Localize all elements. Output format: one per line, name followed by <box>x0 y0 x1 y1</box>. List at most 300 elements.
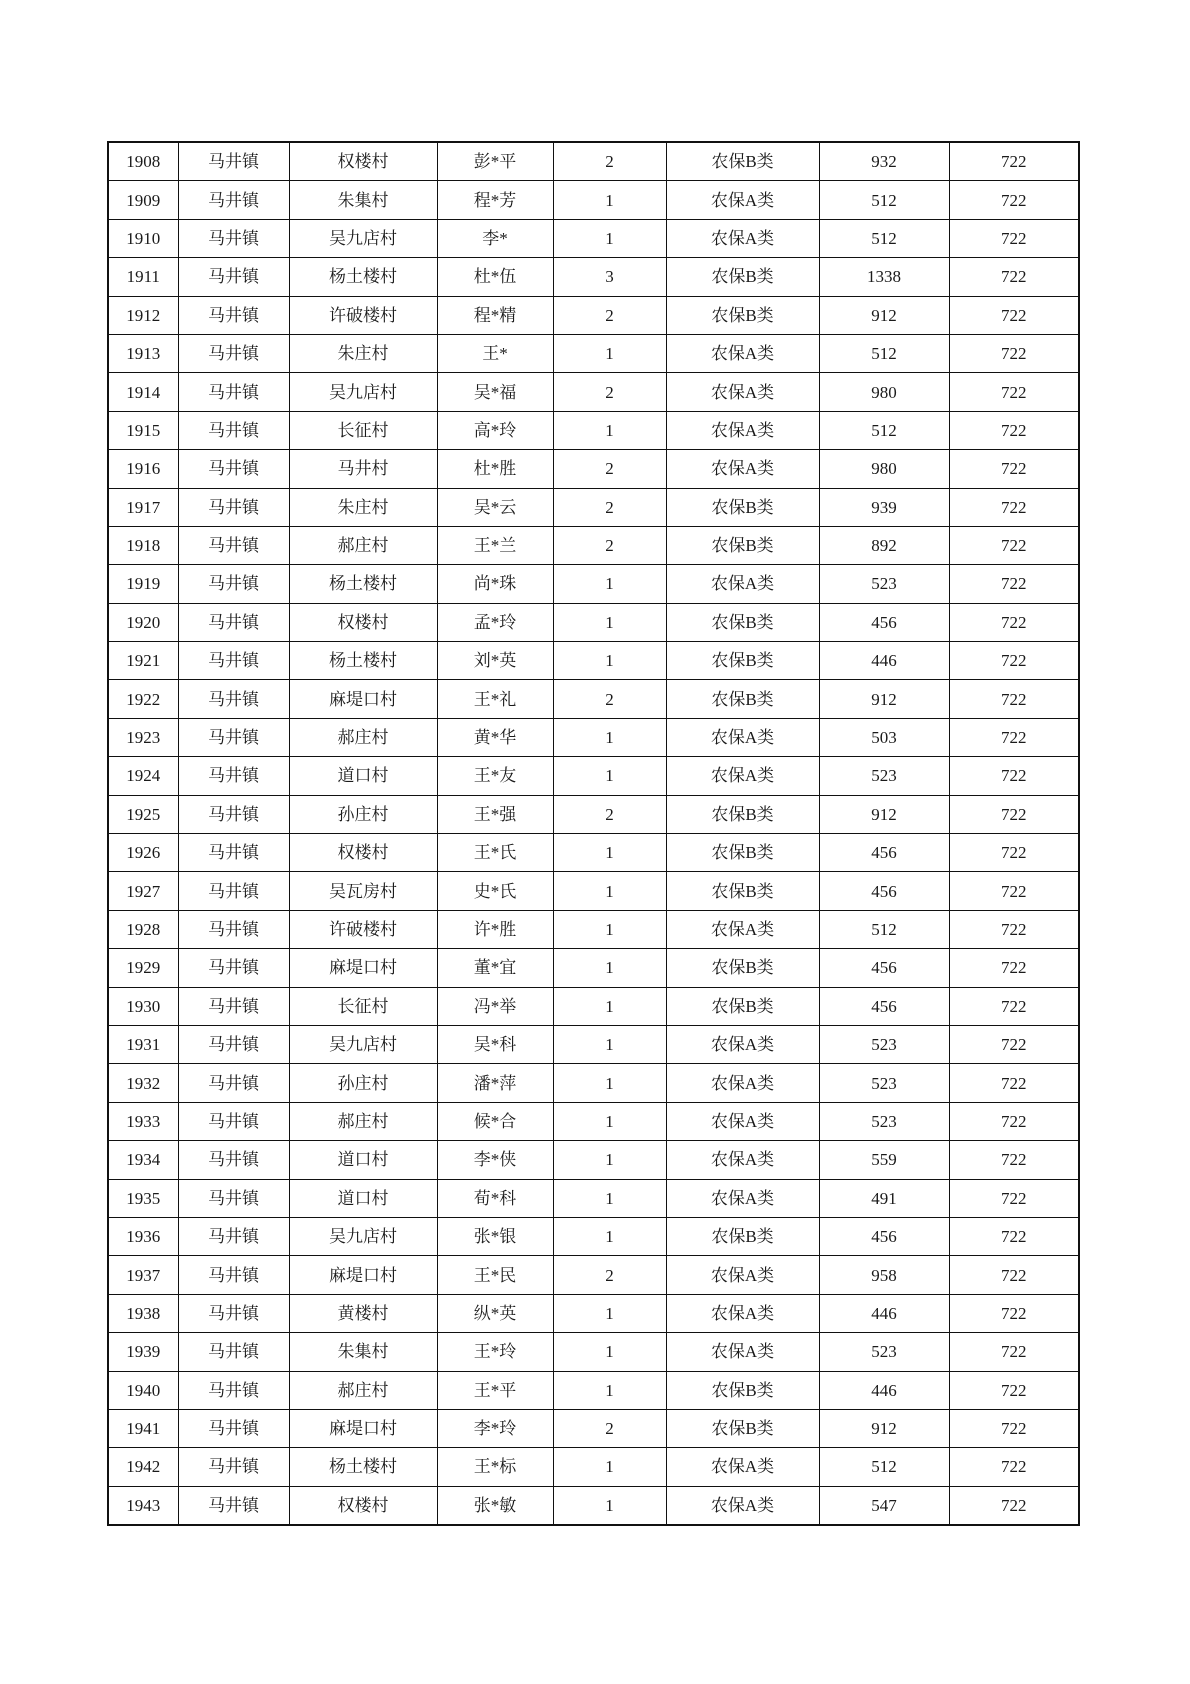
household-size-cell: 2 <box>553 142 666 181</box>
serial-cell: 1935 <box>108 1179 178 1217</box>
town-cell: 马井镇 <box>178 872 289 910</box>
table-row <box>108 949 1079 987</box>
village-cell: 麻堤口村 <box>289 1409 437 1447</box>
household-size-cell: 1 <box>553 565 666 603</box>
table-row <box>108 1064 1079 1102</box>
name-cell: 王*标 <box>437 1448 553 1486</box>
village-cell: 道口村 <box>289 757 437 795</box>
category-cell: 农保B类 <box>666 680 819 718</box>
household-size-cell: 1 <box>553 949 666 987</box>
amount-cell: 523 <box>819 1333 949 1371</box>
town-cell: 马井镇 <box>178 834 289 872</box>
standard-cell: 722 <box>949 680 1079 718</box>
town-cell: 马井镇 <box>178 1102 289 1140</box>
village-cell: 长征村 <box>289 411 437 449</box>
household-size-cell: 1 <box>553 1025 666 1063</box>
village-cell: 杨土楼村 <box>289 565 437 603</box>
name-cell: 纵*英 <box>437 1294 553 1332</box>
town-cell: 马井镇 <box>178 1141 289 1179</box>
household-size-cell: 1 <box>553 1294 666 1332</box>
standard-cell: 722 <box>949 488 1079 526</box>
serial-cell: 1940 <box>108 1371 178 1409</box>
table-row <box>108 680 1079 718</box>
category-cell: 农保A类 <box>666 450 819 488</box>
category-cell: 农保A类 <box>666 565 819 603</box>
name-cell: 荀*科 <box>437 1179 553 1217</box>
table-row <box>108 1141 1079 1179</box>
standard-cell: 722 <box>949 949 1079 987</box>
standard-cell: 722 <box>949 1256 1079 1294</box>
serial-cell: 1918 <box>108 526 178 564</box>
village-cell: 权楼村 <box>289 834 437 872</box>
name-cell: 杜*伍 <box>437 258 553 296</box>
name-cell: 王* <box>437 334 553 372</box>
table-row <box>108 603 1079 641</box>
amount-cell: 559 <box>819 1141 949 1179</box>
category-cell: 农保B类 <box>666 795 819 833</box>
serial-cell: 1932 <box>108 1064 178 1102</box>
table-row <box>108 1294 1079 1332</box>
table-row <box>108 219 1079 257</box>
standard-cell: 722 <box>949 834 1079 872</box>
standard-cell: 722 <box>949 1179 1079 1217</box>
household-size-cell: 1 <box>553 987 666 1025</box>
village-cell: 郝庄村 <box>289 718 437 756</box>
serial-cell: 1927 <box>108 872 178 910</box>
standard-cell: 722 <box>949 1217 1079 1255</box>
name-cell: 尚*珠 <box>437 565 553 603</box>
category-cell: 农保A类 <box>666 718 819 756</box>
serial-cell: 1919 <box>108 565 178 603</box>
category-cell: 农保B类 <box>666 488 819 526</box>
household-size-cell: 1 <box>553 603 666 641</box>
village-cell: 孙庄村 <box>289 795 437 833</box>
serial-cell: 1939 <box>108 1333 178 1371</box>
standard-cell: 722 <box>949 603 1079 641</box>
standard-cell: 722 <box>949 181 1079 219</box>
amount-cell: 512 <box>819 910 949 948</box>
household-size-cell: 1 <box>553 1448 666 1486</box>
serial-cell: 1929 <box>108 949 178 987</box>
standard-cell: 722 <box>949 565 1079 603</box>
amount-cell: 523 <box>819 1064 949 1102</box>
standard-cell: 722 <box>949 795 1079 833</box>
name-cell: 候*合 <box>437 1102 553 1140</box>
category-cell: 农保A类 <box>666 1448 819 1486</box>
amount-cell: 912 <box>819 795 949 833</box>
village-cell: 权楼村 <box>289 603 437 641</box>
serial-cell: 1916 <box>108 450 178 488</box>
standard-cell: 722 <box>949 258 1079 296</box>
table-row <box>108 987 1079 1025</box>
household-size-cell: 1 <box>553 1486 666 1525</box>
village-cell: 郝庄村 <box>289 526 437 564</box>
table-row <box>108 910 1079 948</box>
serial-cell: 1943 <box>108 1486 178 1525</box>
name-cell: 吴*科 <box>437 1025 553 1063</box>
category-cell: 农保A类 <box>666 757 819 795</box>
category-cell: 农保A类 <box>666 1102 819 1140</box>
standard-cell: 722 <box>949 872 1079 910</box>
town-cell: 马井镇 <box>178 1333 289 1371</box>
name-cell: 王*玲 <box>437 1333 553 1371</box>
name-cell: 王*民 <box>437 1256 553 1294</box>
table-row <box>108 757 1079 795</box>
town-cell: 马井镇 <box>178 795 289 833</box>
serial-cell: 1934 <box>108 1141 178 1179</box>
amount-cell: 512 <box>819 411 949 449</box>
amount-cell: 446 <box>819 1294 949 1332</box>
village-cell: 权楼村 <box>289 142 437 181</box>
town-cell: 马井镇 <box>178 526 289 564</box>
standard-cell: 722 <box>949 757 1079 795</box>
category-cell: 农保B类 <box>666 1217 819 1255</box>
category-cell: 农保B类 <box>666 987 819 1025</box>
amount-cell: 456 <box>819 603 949 641</box>
standard-cell: 722 <box>949 1409 1079 1447</box>
household-size-cell: 1 <box>553 872 666 910</box>
serial-cell: 1920 <box>108 603 178 641</box>
category-cell: 农保B类 <box>666 949 819 987</box>
table-row <box>108 1486 1079 1525</box>
town-cell: 马井镇 <box>178 142 289 181</box>
village-cell: 杨土楼村 <box>289 258 437 296</box>
village-cell: 麻堤口村 <box>289 1256 437 1294</box>
table-row <box>108 872 1079 910</box>
household-size-cell: 2 <box>553 450 666 488</box>
amount-cell: 939 <box>819 488 949 526</box>
household-size-cell: 1 <box>553 411 666 449</box>
category-cell: 农保B类 <box>666 603 819 641</box>
roster-body <box>108 142 1079 1525</box>
household-size-cell: 2 <box>553 795 666 833</box>
category-cell: 农保A类 <box>666 910 819 948</box>
town-cell: 马井镇 <box>178 949 289 987</box>
town-cell: 马井镇 <box>178 181 289 219</box>
town-cell: 马井镇 <box>178 334 289 372</box>
name-cell: 李*侠 <box>437 1141 553 1179</box>
village-cell: 道口村 <box>289 1179 437 1217</box>
category-cell: 农保A类 <box>666 219 819 257</box>
village-cell: 麻堤口村 <box>289 680 437 718</box>
village-cell: 杨土楼村 <box>289 642 437 680</box>
standard-cell: 722 <box>949 334 1079 372</box>
household-size-cell: 1 <box>553 642 666 680</box>
category-cell: 农保A类 <box>666 181 819 219</box>
name-cell: 吴*云 <box>437 488 553 526</box>
table-row <box>108 1102 1079 1140</box>
village-cell: 长征村 <box>289 987 437 1025</box>
standard-cell: 722 <box>949 526 1079 564</box>
household-size-cell: 2 <box>553 373 666 411</box>
household-size-cell: 1 <box>553 219 666 257</box>
town-cell: 马井镇 <box>178 1256 289 1294</box>
table-row <box>108 373 1079 411</box>
name-cell: 彭*平 <box>437 142 553 181</box>
village-cell: 马井村 <box>289 450 437 488</box>
village-cell: 吴九店村 <box>289 1217 437 1255</box>
table-row <box>108 1179 1079 1217</box>
village-cell: 麻堤口村 <box>289 949 437 987</box>
standard-cell: 722 <box>949 1294 1079 1332</box>
town-cell: 马井镇 <box>178 603 289 641</box>
household-size-cell: 2 <box>553 1409 666 1447</box>
table-row <box>108 334 1079 372</box>
serial-cell: 1933 <box>108 1102 178 1140</box>
serial-cell: 1911 <box>108 258 178 296</box>
category-cell: 农保B类 <box>666 296 819 334</box>
household-size-cell: 2 <box>553 296 666 334</box>
name-cell: 王*礼 <box>437 680 553 718</box>
standard-cell: 722 <box>949 1141 1079 1179</box>
serial-cell: 1938 <box>108 1294 178 1332</box>
amount-cell: 512 <box>819 219 949 257</box>
name-cell: 张*银 <box>437 1217 553 1255</box>
standard-cell: 722 <box>949 219 1079 257</box>
table-row <box>108 1256 1079 1294</box>
serial-cell: 1924 <box>108 757 178 795</box>
table-row <box>108 1333 1079 1371</box>
serial-cell: 1908 <box>108 142 178 181</box>
village-cell: 吴九店村 <box>289 373 437 411</box>
amount-cell: 912 <box>819 1409 949 1447</box>
amount-cell: 547 <box>819 1486 949 1525</box>
category-cell: 农保A类 <box>666 373 819 411</box>
table-row <box>108 1409 1079 1447</box>
village-cell: 吴瓦房村 <box>289 872 437 910</box>
village-cell: 许破楼村 <box>289 910 437 948</box>
household-size-cell: 1 <box>553 834 666 872</box>
table-row <box>108 181 1079 219</box>
table-row <box>108 296 1079 334</box>
table-row <box>108 258 1079 296</box>
name-cell: 李*玲 <box>437 1409 553 1447</box>
standard-cell: 722 <box>949 1486 1079 1525</box>
serial-cell: 1928 <box>108 910 178 948</box>
name-cell: 史*氏 <box>437 872 553 910</box>
town-cell: 马井镇 <box>178 1217 289 1255</box>
village-cell: 朱集村 <box>289 1333 437 1371</box>
standard-cell: 722 <box>949 373 1079 411</box>
standard-cell: 722 <box>949 718 1079 756</box>
household-size-cell: 1 <box>553 181 666 219</box>
village-cell: 吴九店村 <box>289 219 437 257</box>
serial-cell: 1913 <box>108 334 178 372</box>
category-cell: 农保A类 <box>666 1294 819 1332</box>
standard-cell: 722 <box>949 1333 1079 1371</box>
household-size-cell: 1 <box>553 718 666 756</box>
household-size-cell: 2 <box>553 488 666 526</box>
amount-cell: 446 <box>819 1371 949 1409</box>
standard-cell: 722 <box>949 1448 1079 1486</box>
name-cell: 王*友 <box>437 757 553 795</box>
amount-cell: 523 <box>819 1025 949 1063</box>
village-cell: 权楼村 <box>289 1486 437 1525</box>
town-cell: 马井镇 <box>178 1486 289 1525</box>
village-cell: 黄楼村 <box>289 1294 437 1332</box>
category-cell: 农保B类 <box>666 642 819 680</box>
category-cell: 农保B类 <box>666 526 819 564</box>
village-cell: 朱庄村 <box>289 334 437 372</box>
category-cell: 农保B类 <box>666 1371 819 1409</box>
table-row <box>108 526 1079 564</box>
standard-cell: 722 <box>949 411 1079 449</box>
standard-cell: 722 <box>949 296 1079 334</box>
town-cell: 马井镇 <box>178 642 289 680</box>
category-cell: 农保B类 <box>666 834 819 872</box>
town-cell: 马井镇 <box>178 1448 289 1486</box>
amount-cell: 512 <box>819 181 949 219</box>
household-size-cell: 1 <box>553 1217 666 1255</box>
amount-cell: 456 <box>819 949 949 987</box>
household-size-cell: 1 <box>553 910 666 948</box>
standard-cell: 722 <box>949 1371 1079 1409</box>
village-cell: 杨土楼村 <box>289 1448 437 1486</box>
serial-cell: 1917 <box>108 488 178 526</box>
name-cell: 吴*福 <box>437 373 553 411</box>
serial-cell: 1912 <box>108 296 178 334</box>
town-cell: 马井镇 <box>178 987 289 1025</box>
amount-cell: 980 <box>819 373 949 411</box>
serial-cell: 1937 <box>108 1256 178 1294</box>
household-size-cell: 1 <box>553 757 666 795</box>
town-cell: 马井镇 <box>178 1371 289 1409</box>
town-cell: 马井镇 <box>178 1294 289 1332</box>
amount-cell: 446 <box>819 642 949 680</box>
standard-cell: 722 <box>949 910 1079 948</box>
table-row <box>108 795 1079 833</box>
name-cell: 王*平 <box>437 1371 553 1409</box>
household-size-cell: 1 <box>553 1141 666 1179</box>
amount-cell: 912 <box>819 296 949 334</box>
amount-cell: 1338 <box>819 258 949 296</box>
town-cell: 马井镇 <box>178 757 289 795</box>
table-row <box>108 411 1079 449</box>
town-cell: 马井镇 <box>178 1409 289 1447</box>
category-cell: 农保B类 <box>666 1409 819 1447</box>
serial-cell: 1922 <box>108 680 178 718</box>
table-row <box>108 1025 1079 1063</box>
town-cell: 马井镇 <box>178 411 289 449</box>
table-row <box>108 565 1079 603</box>
table-row <box>108 142 1079 181</box>
amount-cell: 512 <box>819 1448 949 1486</box>
town-cell: 马井镇 <box>178 373 289 411</box>
category-cell: 农保A类 <box>666 411 819 449</box>
category-cell: 农保A类 <box>666 1486 819 1525</box>
table-row <box>108 718 1079 756</box>
name-cell: 高*玲 <box>437 411 553 449</box>
name-cell: 王*氏 <box>437 834 553 872</box>
category-cell: 农保A类 <box>666 1333 819 1371</box>
household-size-cell: 2 <box>553 680 666 718</box>
standard-cell: 722 <box>949 987 1079 1025</box>
household-size-cell: 1 <box>553 1371 666 1409</box>
amount-cell: 523 <box>819 565 949 603</box>
category-cell: 农保B类 <box>666 872 819 910</box>
serial-cell: 1936 <box>108 1217 178 1255</box>
village-cell: 郝庄村 <box>289 1371 437 1409</box>
town-cell: 马井镇 <box>178 1064 289 1102</box>
town-cell: 马井镇 <box>178 910 289 948</box>
household-size-cell: 2 <box>553 526 666 564</box>
village-cell: 郝庄村 <box>289 1102 437 1140</box>
table-row <box>108 642 1079 680</box>
amount-cell: 456 <box>819 872 949 910</box>
serial-cell: 1931 <box>108 1025 178 1063</box>
amount-cell: 892 <box>819 526 949 564</box>
town-cell: 马井镇 <box>178 488 289 526</box>
category-cell: 农保A类 <box>666 1256 819 1294</box>
serial-cell: 1921 <box>108 642 178 680</box>
standard-cell: 722 <box>949 142 1079 181</box>
amount-cell: 523 <box>819 1102 949 1140</box>
name-cell: 王*兰 <box>437 526 553 564</box>
name-cell: 王*强 <box>437 795 553 833</box>
table-row <box>108 488 1079 526</box>
village-cell: 许破楼村 <box>289 296 437 334</box>
town-cell: 马井镇 <box>178 450 289 488</box>
amount-cell: 523 <box>819 757 949 795</box>
town-cell: 马井镇 <box>178 219 289 257</box>
town-cell: 马井镇 <box>178 1025 289 1063</box>
household-size-cell: 1 <box>553 1333 666 1371</box>
household-size-cell: 1 <box>553 1064 666 1102</box>
name-cell: 程*精 <box>437 296 553 334</box>
serial-cell: 1923 <box>108 718 178 756</box>
amount-cell: 503 <box>819 718 949 756</box>
table-row <box>108 450 1079 488</box>
name-cell: 潘*萍 <box>437 1064 553 1102</box>
table-row <box>108 1371 1079 1409</box>
serial-cell: 1941 <box>108 1409 178 1447</box>
serial-cell: 1915 <box>108 411 178 449</box>
serial-cell: 1925 <box>108 795 178 833</box>
village-cell: 朱集村 <box>289 181 437 219</box>
name-cell: 孟*玲 <box>437 603 553 641</box>
town-cell: 马井镇 <box>178 680 289 718</box>
serial-cell: 1909 <box>108 181 178 219</box>
table-row <box>108 1217 1079 1255</box>
amount-cell: 980 <box>819 450 949 488</box>
town-cell: 马井镇 <box>178 1179 289 1217</box>
standard-cell: 722 <box>949 450 1079 488</box>
household-size-cell: 2 <box>553 1256 666 1294</box>
name-cell: 刘*英 <box>437 642 553 680</box>
standard-cell: 722 <box>949 1025 1079 1063</box>
category-cell: 农保B类 <box>666 142 819 181</box>
name-cell: 许*胜 <box>437 910 553 948</box>
table-row <box>108 1448 1079 1486</box>
town-cell: 马井镇 <box>178 258 289 296</box>
serial-cell: 1914 <box>108 373 178 411</box>
serial-cell: 1930 <box>108 987 178 1025</box>
amount-cell: 958 <box>819 1256 949 1294</box>
name-cell: 李* <box>437 219 553 257</box>
amount-cell: 512 <box>819 334 949 372</box>
serial-cell: 1910 <box>108 219 178 257</box>
standard-cell: 722 <box>949 642 1079 680</box>
village-cell: 朱庄村 <box>289 488 437 526</box>
amount-cell: 491 <box>819 1179 949 1217</box>
amount-cell: 932 <box>819 142 949 181</box>
village-cell: 吴九店村 <box>289 1025 437 1063</box>
category-cell: 农保A类 <box>666 1025 819 1063</box>
name-cell: 董*宜 <box>437 949 553 987</box>
household-size-cell: 1 <box>553 1102 666 1140</box>
town-cell: 马井镇 <box>178 296 289 334</box>
household-size-cell: 1 <box>553 334 666 372</box>
